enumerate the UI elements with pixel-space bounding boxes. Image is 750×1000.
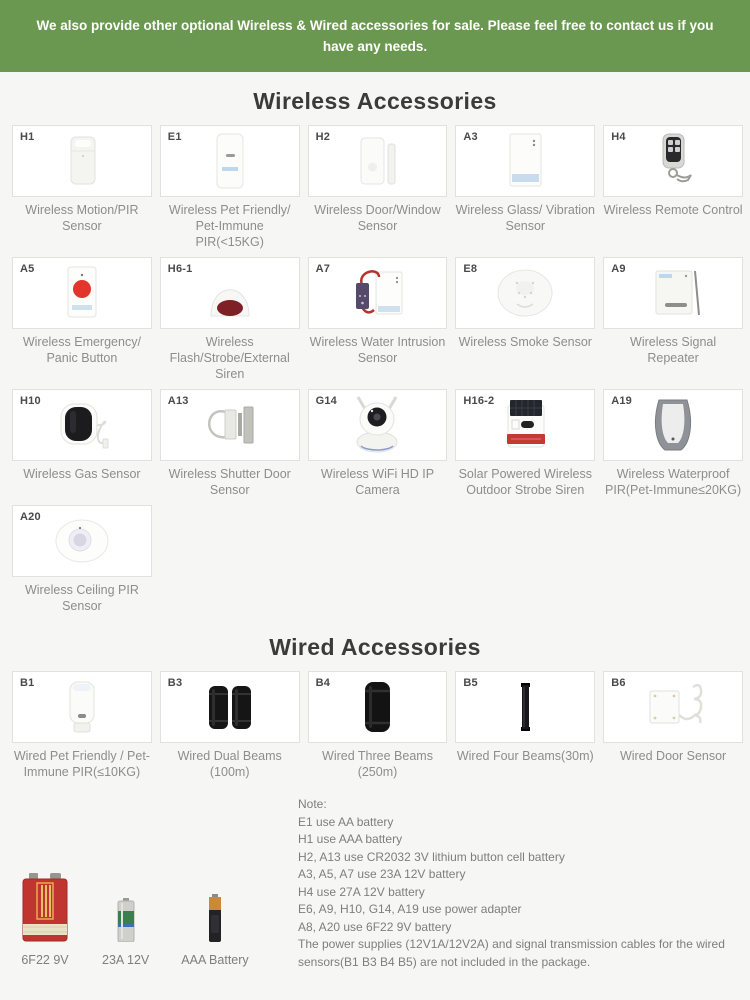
product-card	[12, 125, 152, 197]
product-card	[12, 671, 152, 743]
product-card	[603, 257, 743, 329]
product-caption: Wired Three Beams (250m)	[322, 749, 433, 779]
product-code: B3	[167, 677, 183, 689]
product-card	[160, 257, 300, 329]
section-title-wireless: Wireless Accessories	[253, 88, 497, 114]
product-caption: Wireless Door/Window Sensor	[314, 203, 441, 233]
product-code: B5	[463, 677, 478, 689]
product-card	[455, 671, 595, 743]
product-cell	[455, 257, 595, 350]
content	[0, 88, 750, 971]
product-card	[12, 505, 152, 577]
product-card	[455, 125, 595, 197]
ceiling-pir-image	[32, 511, 132, 571]
four-beams-image	[475, 677, 575, 737]
product-caption: Wireless WiFi HD IP Camera	[320, 467, 435, 497]
product-cell	[160, 389, 300, 498]
product-cell	[308, 671, 448, 780]
product-caption: Wired Four Beams(30m)	[456, 749, 594, 763]
product-card	[603, 125, 743, 197]
product-code: B4	[315, 677, 331, 689]
battery-item	[102, 898, 149, 967]
waterproof-pir-image	[623, 395, 723, 455]
battery-item	[20, 872, 70, 967]
wired-door-image	[623, 677, 723, 737]
product-caption: Wireless Motion/PIR Sensor	[25, 203, 139, 233]
product-card	[603, 671, 743, 743]
smoke-sensor-image	[475, 263, 575, 323]
pet-pir-image	[180, 131, 280, 191]
product-caption: Wireless Remote Control	[603, 203, 743, 217]
note-line: E6, A9, H10, G14, A19 use power adapter	[298, 902, 522, 916]
product-code: H10	[20, 395, 41, 407]
section-title-wired: Wired Accessories	[269, 634, 481, 660]
product-card	[160, 389, 300, 461]
wired-product-grid	[12, 671, 743, 780]
product-cell	[160, 671, 300, 780]
23a-battery-icon	[113, 898, 139, 947]
product-code: H6-1	[167, 263, 193, 275]
three-beams-image	[327, 677, 427, 737]
product-code: E8	[463, 263, 478, 275]
product-card	[160, 671, 300, 743]
product-caption: Wireless Flash/Strobe/External Siren	[169, 335, 290, 381]
product-code: A3	[463, 131, 478, 143]
note-line: H2, A13 use CR2032 3V lithium button cell battery	[298, 849, 565, 864]
product-caption: Wireless Emergency/ Panic Button	[22, 335, 141, 365]
product-cell	[455, 671, 595, 764]
note-line: A3, A5, A7 use 23A 12V battery	[298, 867, 466, 881]
product-code: E1	[167, 131, 182, 143]
section-wired	[0, 634, 750, 780]
strobe-siren-image	[180, 263, 280, 323]
product-cell	[12, 125, 152, 234]
product-card	[455, 389, 595, 461]
door-window-image	[327, 131, 427, 191]
ip-camera-image	[327, 395, 427, 455]
product-card	[308, 389, 448, 461]
battery-item	[181, 894, 248, 967]
note-line: H4 use 27A 12V battery	[298, 884, 425, 899]
product-code: H16-2	[463, 395, 495, 407]
product-code: A9	[611, 263, 626, 275]
product-code: B6	[611, 677, 626, 689]
water-sensor-image	[327, 263, 427, 323]
product-code: H4	[611, 131, 626, 143]
product-code: A7	[315, 263, 331, 275]
battery-label: 6F22 9V	[21, 953, 69, 967]
product-cell	[12, 389, 152, 482]
product-code: A13	[167, 395, 189, 407]
panic-button-image	[32, 263, 132, 323]
product-caption: Wired Dual Beams (100m)	[177, 749, 282, 779]
battery-examples	[12, 872, 298, 971]
product-cell	[12, 257, 152, 366]
shutter-sensor-image	[180, 395, 280, 455]
product-code: A19	[611, 395, 632, 407]
product-card	[308, 125, 448, 197]
note-line: A8, A20 use 6F22 9V battery	[298, 919, 452, 934]
product-caption: Wireless Smoke Sensor	[458, 335, 592, 349]
section-wireless	[0, 88, 750, 614]
product-card	[160, 125, 300, 197]
note-title: Note:	[298, 797, 327, 811]
product-cell	[603, 257, 743, 366]
glass-vibration-image	[475, 131, 575, 191]
product-caption: Wireless Shutter Door Sensor	[168, 467, 291, 497]
product-caption: Wired Door Sensor	[619, 749, 727, 763]
note-line: H1 use AAA battery	[298, 832, 403, 846]
wired-pir-image	[32, 677, 132, 737]
product-card	[12, 257, 152, 329]
product-caption: Wireless Signal Repeater	[630, 335, 717, 365]
motion-pir-image	[32, 131, 132, 191]
gas-sensor-image	[32, 395, 132, 455]
dual-beams-image	[180, 677, 280, 737]
product-cell	[308, 125, 448, 234]
product-card	[455, 257, 595, 329]
product-cell	[455, 125, 595, 234]
footer-section	[12, 796, 750, 971]
product-code: G14	[315, 395, 337, 407]
product-card	[12, 389, 152, 461]
product-caption: Wireless Gas Sensor	[23, 467, 141, 481]
9v-battery-icon	[20, 872, 70, 947]
promo-banner-text: We also provide other optional Wireless & Wired accessories for sale. Please feel free to contact us if you have any needs.	[36, 18, 714, 54]
battery-label: AAA Battery	[181, 953, 249, 967]
product-code: B1	[20, 677, 35, 689]
note-line: The power supplies (12V1A/12V2A) and signal transmission cables for the wired sensors(B1 B3 B4 B5) are not included in the package.	[298, 937, 725, 969]
product-caption: Wireless Pet Friendly/ Pet-Immune PIR(<15KG)	[168, 203, 291, 249]
wireless-product-grid	[12, 125, 743, 614]
product-cell	[308, 389, 448, 498]
product-cell	[12, 505, 152, 614]
product-card	[308, 671, 448, 743]
remote-control-image	[623, 131, 723, 191]
product-cell	[455, 389, 595, 498]
promo-banner	[0, 0, 750, 72]
product-cell	[12, 671, 152, 780]
product-cell	[160, 125, 300, 250]
note-line: E1 use AA battery	[298, 814, 394, 829]
product-caption: Wireless Water Intrusion Sensor	[309, 335, 446, 365]
product-cell	[603, 125, 743, 218]
product-cell	[603, 671, 743, 764]
product-code: H2	[315, 131, 331, 143]
product-card	[603, 389, 743, 461]
product-cell	[308, 257, 448, 366]
product-code: A20	[20, 511, 41, 523]
battery-label: 23A 12V	[102, 953, 150, 967]
product-cell	[160, 257, 300, 382]
product-caption: Solar Powered Wireless Outdoor Strobe Siren	[458, 467, 592, 497]
product-caption: Wired Pet Friendly / Pet-Immune PIR(≤10KG)	[13, 749, 150, 779]
product-caption: Wireless Waterproof PIR(Pet-Immune≤20KG)	[605, 467, 742, 497]
product-code: A5	[20, 263, 35, 275]
product-card	[308, 257, 448, 329]
signal-repeater-image	[623, 263, 723, 323]
product-code: H1	[20, 131, 35, 143]
product-cell	[603, 389, 743, 498]
aaa-battery-icon	[205, 894, 225, 947]
product-caption: Wireless Glass/ Vibration Sensor	[455, 203, 595, 233]
product-caption: Wireless Ceiling PIR Sensor	[24, 583, 139, 613]
note-block	[298, 796, 746, 971]
